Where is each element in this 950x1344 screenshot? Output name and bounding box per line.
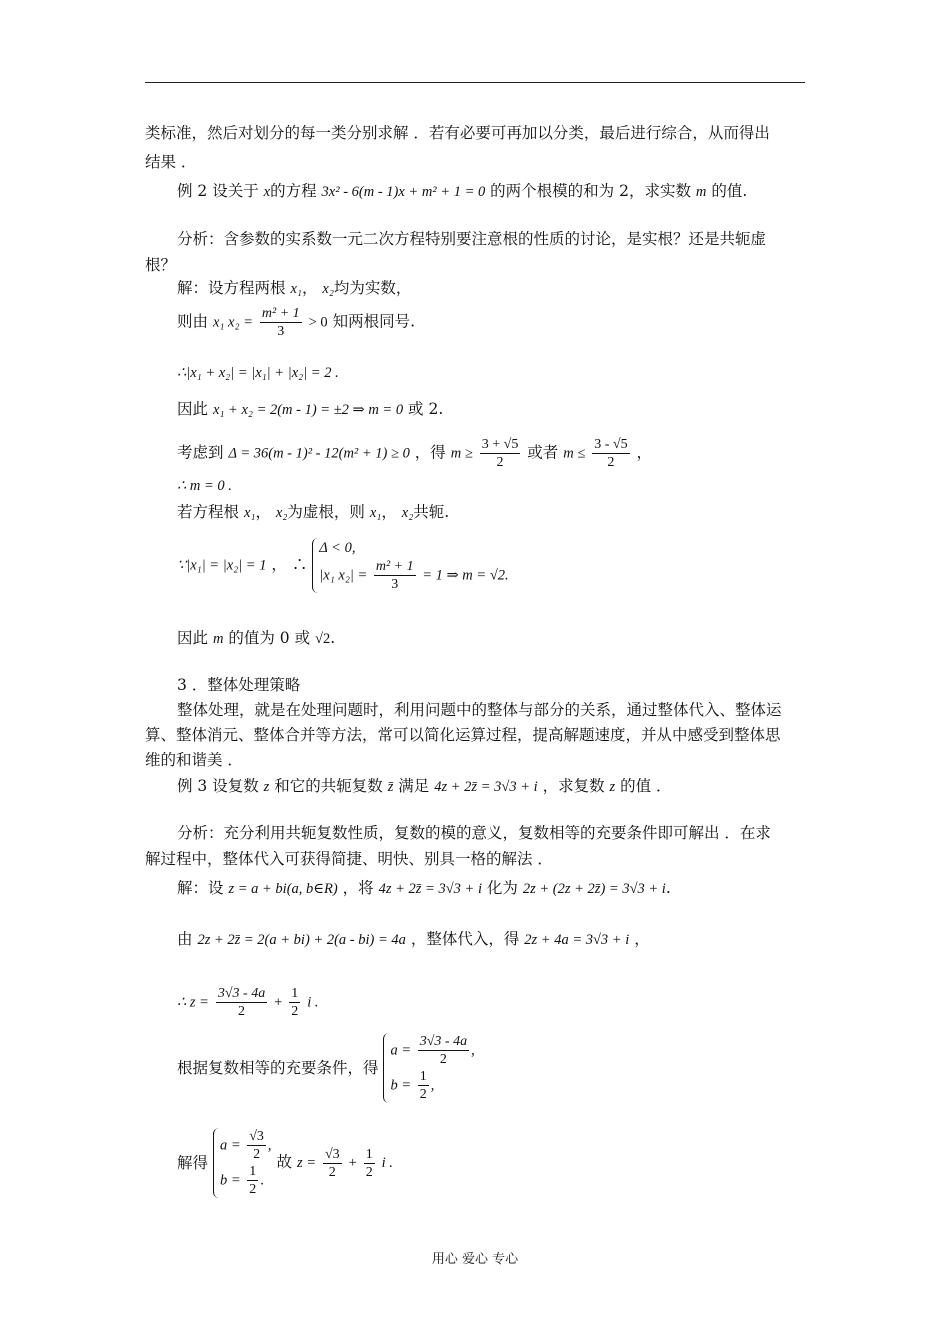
paragraph-line: 整体处理，就是在处理问题时，利用问题中的整体与部分的关系，通过整体代入、整体运	[177, 701, 782, 719]
section-heading: 3 ．整体处理策略	[177, 676, 301, 694]
solution-line: 若方程根 x₁， x₂为虚根，则 x₁， x₂共轭.	[177, 503, 450, 521]
solution-line: 解：设 z = a + bi(a, b∈R) ，将 4z + 2z̄ = 3√3 + i 化为 2z + (2z + 2z̄) = 3√3 + i.	[177, 879, 671, 897]
page-footer: 用心 爱心 专心	[431, 1252, 519, 1267]
brace-system: a = $\frac{√3}{2}$ , b = $\frac{1}{2}$ .	[213, 1128, 272, 1198]
solution-line: 解：设方程两根 x₁， x₂均为实数，	[177, 279, 412, 297]
fraction: $\frac{3 + √5}{2}$	[481, 437, 519, 470]
solution-line: 则由 x₁ x₂ = $\frac{\text{m² + 1}}{3}$ > 0 知两根同号.	[177, 306, 416, 339]
solution-system: ∵|x₁| = |x₂| = 1 ， ∴ Δ < 0, |x₁ x₂| = $\frac{\text{m² + 1}}{3}$ = 1 ⇒ m = √2.	[177, 540, 509, 592]
fraction: $\frac{3√3 - 4a}{2}$	[217, 986, 266, 1019]
analysis-line: 根？	[145, 256, 177, 274]
fraction: $\frac{3 - √5}{2}$	[594, 437, 628, 470]
analysis-line: 分析：充分利用共轭复数性质，复数的模的意义，复数相等的充要条件即可解出 ．在求	[177, 824, 771, 842]
fraction: $\frac{1}{2}$	[365, 1146, 373, 1180]
solution-line: ∴ m = 0 .	[177, 478, 232, 494]
solution-system: 解得 a = $\frac{√3}{2}$ , b = $\frac{1}{2}$ . 故 z = $\frac{√3}{2}$ + $\frac{1}{2}$ i .	[177, 1129, 393, 1197]
paragraph-line: 结果 ．	[145, 153, 197, 171]
solution-line: ∴|x₁ + x₂| = |x₁| + |x₂| = 2 .	[177, 365, 339, 381]
analysis-line: 解过程中，整体代入可获得简捷、明快、别具一格的解法 ．	[145, 850, 553, 868]
example-3: 例 3 设复数 z 和它的共轭复数 z̄ 满足 4z + 2z̄ = 3√3 + i ，求复数 z 的值 ．	[177, 777, 672, 795]
brace-system: a = $\frac{3√3 - 4a}{2}$ , b = $\frac{1}{2}$ ,	[383, 1033, 474, 1103]
example-2: 例 2 设关于 x的方程 3x² - 6(m - 1)x + m² + 1 = 0 的两个根模的和为 2，求实数 m 的值.	[177, 182, 748, 200]
fraction: $\frac{√3}{2}$	[324, 1146, 340, 1180]
solution-line: 由 2z + 2z̄ = 2(a + bi) + 2(a - bi) = 4a ，整体代入，得 2z + 4a = 3√3 + i ，	[177, 930, 650, 948]
solution-system: 根据复数相等的充要条件，得 a = $\frac{3√3 - 4a}{2}$ , b = $\frac{1}{2}$ ,	[177, 1034, 475, 1102]
analysis-line: 分析：含参数的实系数一元二次方程特别要注意根的性质的讨论，是实根？还是共轭虚	[177, 230, 767, 248]
paragraph-line: 维的和谐美 ．	[145, 751, 243, 769]
paragraph-line: 算、整体消元、整体合并等方法，常可以简化运算过程，提高解题速度，并从中感受到整体思	[145, 726, 781, 744]
paragraph-line: 类标准，然后对划分的每一类分别求解 ．若有必要可再加以分类，最后进行综合，从而得出	[145, 124, 770, 142]
solution-line: 因此 x₁ + x₂ = 2(m - 1) = ±2 ⇒ m = 0 或 2.	[177, 400, 444, 418]
header-rule	[145, 82, 805, 83]
solution-line: ∴ z = $\frac{3√3 - 4a}{2}$ + $\frac{1}{2}$ i .	[177, 986, 319, 1019]
fraction: $\frac{1}{2}$	[291, 986, 299, 1019]
solution-line: 因此 m 的值为 0 或 √2.	[177, 629, 336, 647]
solution-line: 考虑到 Δ = 36(m - 1)² - 12(m² + 1) ≥ 0 ，得 m ≥ $\frac{3 + √5}{2}$ 或者 m ≤ $\frac{3 - √5}{2}$ ，	[177, 437, 653, 470]
brace-system: Δ < 0, |x₁ x₂| = $\frac{\text{m² + 1}}{3}$ = 1 ⇒ m = √2.	[312, 538, 508, 593]
fraction: $\frac{\text{m² + 1}}{3}$	[261, 306, 300, 339]
